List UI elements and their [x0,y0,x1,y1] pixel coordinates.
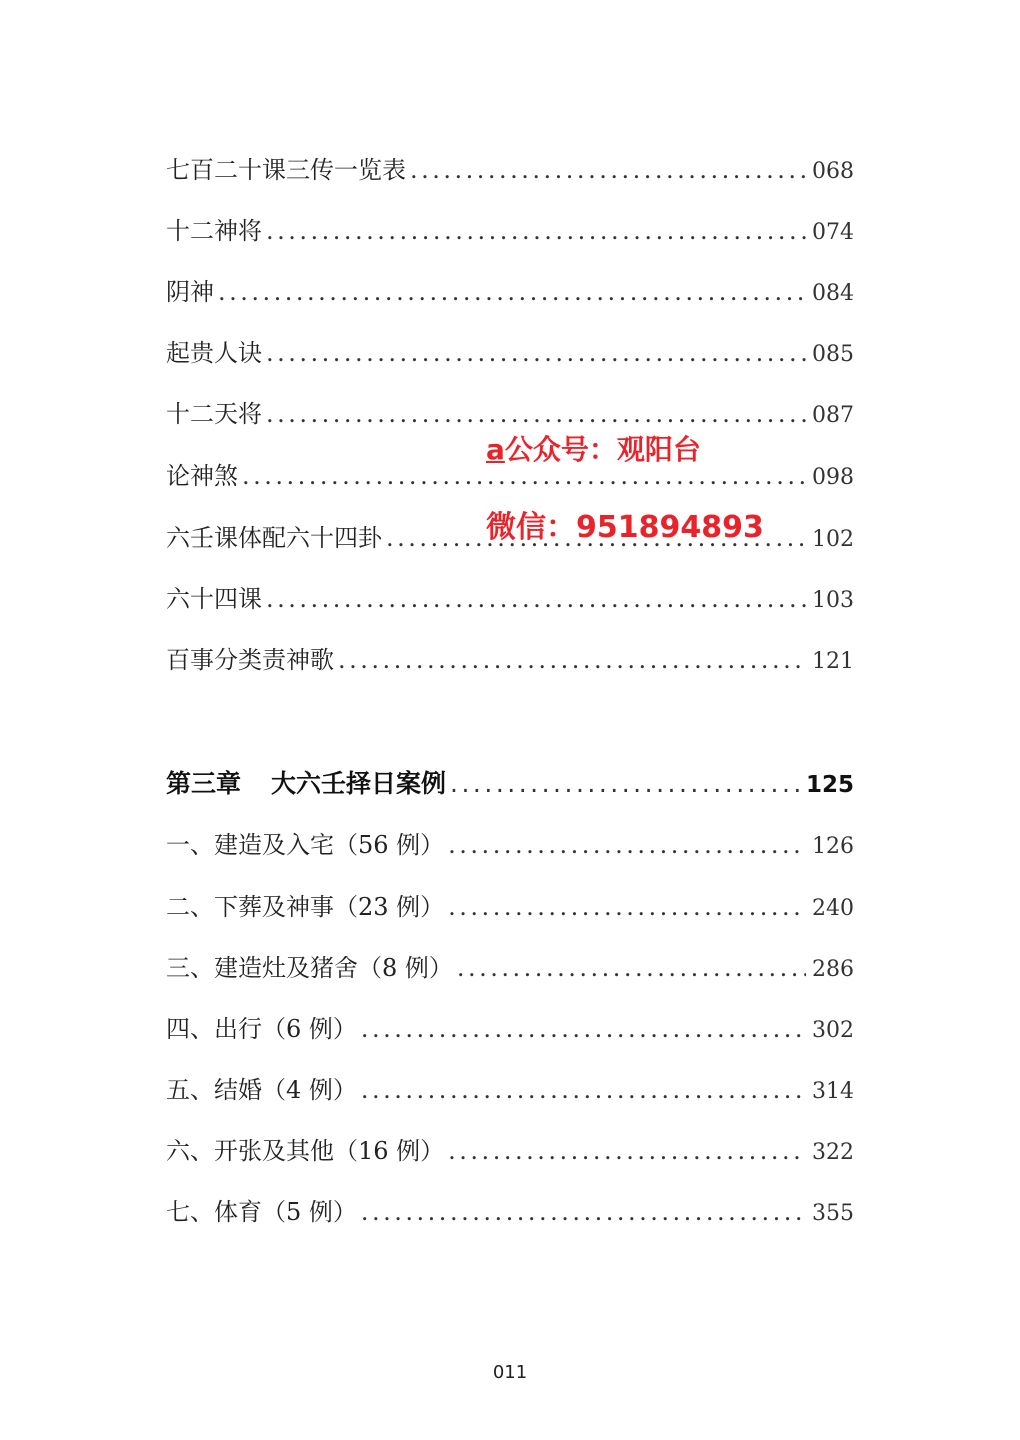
toc-entry-page: 355 [812,1201,854,1226]
toc-entry-title: 四、出行（6 例） [166,1015,357,1043]
toc-entry [166,150,854,190]
toc-entry-page: 074 [812,220,854,245]
dot-leader [218,272,806,312]
dot-leader [266,211,806,251]
dot-leader [448,825,806,865]
toc-entry-title: 七、体育（5 例） [166,1198,357,1226]
toc-entry-page: 084 [812,281,854,306]
toc-entry [166,333,854,373]
watermark-account-text: 公众号：观阳台 [504,433,701,466]
toc-entry-title: 起贵人诀 [166,339,262,367]
toc-entry [166,1131,854,1171]
toc-entry-title: 六壬课体配六十四卦 [166,524,382,552]
page-number: 011 [492,1362,528,1383]
toc-entry-page: 126 [812,834,854,859]
toc-entry-title: 十二神将 [166,217,262,245]
watermark-account [486,428,701,468]
toc-entry-page: 087 [812,403,854,428]
toc-entry-page: 240 [812,896,854,921]
dot-leader [450,764,800,804]
dot-leader [266,333,806,373]
dot-leader [457,948,806,988]
toc-entry [166,272,854,312]
toc-entry-title: 六十四课 [166,585,262,613]
toc-entry-page: 286 [812,957,854,982]
dot-leader [448,1131,806,1171]
watermark-wechat: 微信：951894893 [486,510,764,545]
toc-entry-page: 302 [812,1018,854,1043]
toc-entry [166,211,854,251]
dot-leader [338,640,806,680]
toc-entry-title: 十二天将 [166,400,262,428]
dot-leader [361,1070,806,1110]
toc-chapter-heading [166,764,854,804]
dot-leader [361,1192,806,1232]
toc-entry-title: 百事分类责神歌 [166,646,334,674]
toc-entry [166,640,854,680]
dot-leader [266,579,806,619]
toc-entry [166,1009,854,1049]
toc-entry-title: 论神煞 [166,462,238,490]
chapter-page: 125 [805,772,854,798]
toc-entry-title: 六、开张及其他（16 例） [166,1137,445,1165]
dot-leader [448,887,806,927]
chapter-title: 大六壬择日案例 [271,769,447,798]
toc-entry [166,825,854,865]
toc-entry-page: 098 [812,465,854,490]
toc-entry-title: 阴神 [166,278,214,306]
toc-entry-title: 七百二十课三传一览表 [166,156,406,184]
toc-entry [166,579,854,619]
watermark-prefix: a [486,433,505,466]
toc-entry [166,1070,854,1110]
toc-entry-page: 121 [812,649,854,674]
toc-entry-title: 三、建造灶及猪舍（8 例） [166,954,453,982]
toc-entry-title: 五、结婚（4 例） [166,1076,357,1104]
toc-entry-page: 102 [812,527,854,552]
dot-leader [361,1009,806,1049]
toc-entry-page: 068 [812,159,854,184]
toc-entry-page: 314 [812,1079,854,1104]
toc-entry [166,948,854,988]
toc-entry-title: 一、建造及入宅（56 例） [166,831,445,859]
toc-entry-page: 085 [812,342,854,367]
chapter-number: 第三章 [166,769,242,798]
toc-entry-title: 二、下葬及神事（23 例） [166,893,445,921]
toc-entry [166,1192,854,1232]
toc-entry-page: 322 [812,1140,854,1165]
dot-leader [410,150,806,190]
toc-entry-page: 103 [812,588,854,613]
toc-entry [166,887,854,927]
